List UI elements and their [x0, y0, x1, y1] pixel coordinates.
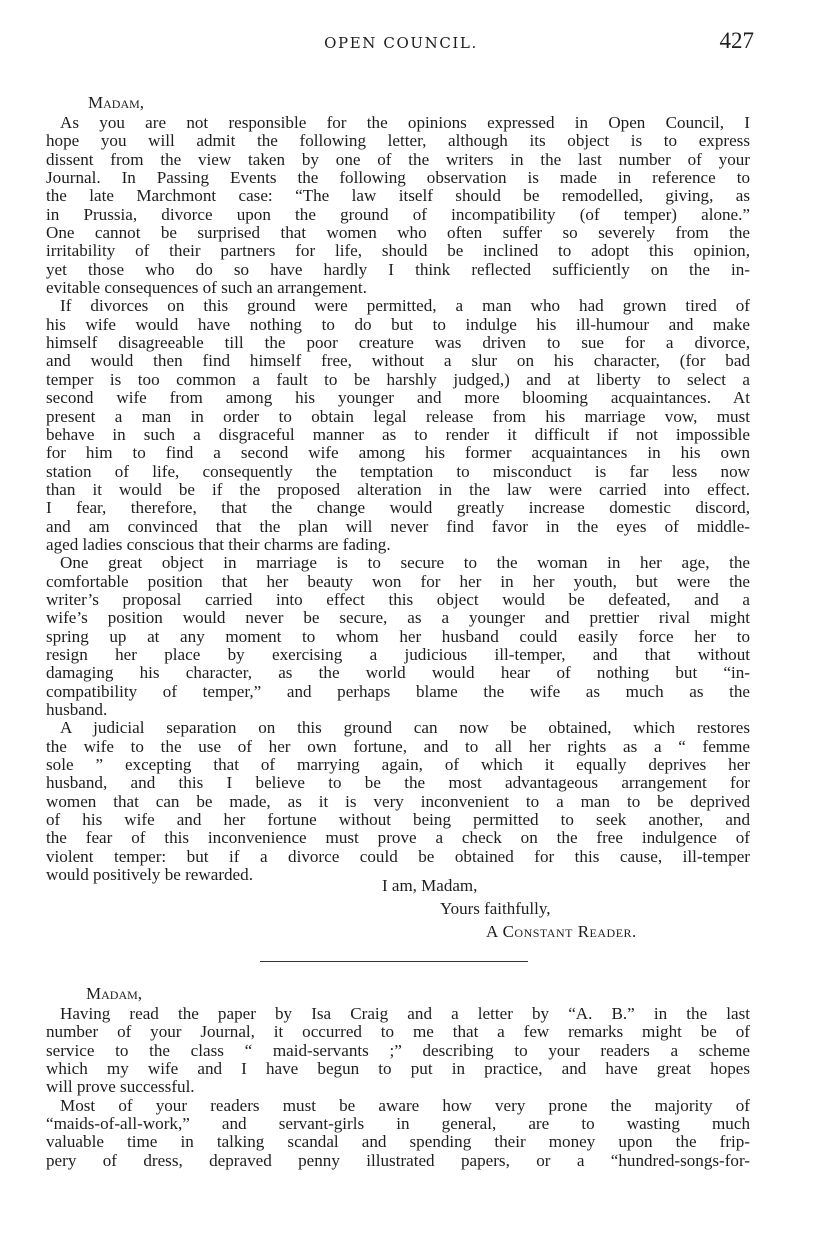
text-line: and am convinced that the plan will never find favor in the eyes of middle-: [46, 516, 750, 536]
text-line: compatibility of temper,” and perhaps blame the wife as much as the: [46, 681, 750, 701]
text-line: service to the class “ maid-servants ;” describing to your readers a scheme: [46, 1040, 750, 1060]
text-line: his wife would have nothing to do but to indulge his ill-humour and make: [46, 314, 750, 334]
page-header: [46, 28, 756, 58]
text-line: hope you will admit the following letter, although its object is to express: [46, 131, 750, 151]
text-line: husband.: [46, 700, 108, 719]
text-line: I fear, therefore, that the change would greatly increase domestic discord,: [46, 498, 750, 518]
text-line: If divorces on this ground were permitted, a man who had grown tired of: [60, 296, 750, 316]
text-line: for him to find a second wife among his former acquaintances in his own: [46, 443, 750, 463]
text-line: One cannot be surprised that women who often suffer so severely from the: [46, 223, 750, 243]
text-line: dissent from the view taken by one of the writers in the last number of your: [46, 149, 750, 169]
text-line: comfortable position that her beauty won for her in her youth, but were the: [46, 571, 750, 591]
text-line: number of your Journal, it occurred to me that a few remarks might be of: [46, 1022, 750, 1042]
text-line: will prove successful.: [46, 1077, 195, 1097]
text-line: violent temper: but if a divorce could be obtained for this cause, ill-temper: [46, 846, 750, 866]
letter-1-salutation: Madam,: [88, 93, 145, 112]
text-line: writer’s proposal carried into effect this object would be defeated, and a: [46, 589, 750, 609]
letter-1-signature: A Constant Reader.: [486, 922, 637, 941]
text-line: Journal. In Passing Events the following observation is made in reference to: [46, 168, 750, 188]
text-line: As you are not responsible for the opinions expressed in Open Council, I: [60, 113, 750, 132]
letter-1-closing: I am, Madam,: [382, 876, 478, 895]
letter-1-valediction: Yours faithfully,: [440, 899, 551, 918]
text-line: station of life, consequently the temptation to misconduct is far less now: [46, 461, 750, 481]
section-divider: [260, 961, 528, 962]
letter-2: [46, 983, 750, 1170]
text-line: valuable time in talking scandal and spending their money upon the frip-: [46, 1132, 750, 1152]
letter-2-salutation: Madam,: [86, 984, 143, 1003]
text-line: than it would be if the proposed alteration in the law were carried into effect.: [46, 479, 750, 499]
text-line: would positively be rewarded.: [46, 865, 253, 885]
text-line: the late Marchmont case: “The law itself should be remodelled, giving, as: [46, 186, 750, 206]
text-line: second wife from among his younger and more blooming acquaintances. At: [46, 388, 750, 408]
text-line: resign her place by exercising a judicious ill-temper, and that without: [46, 644, 750, 664]
text-line: of his wife and her fortune without being permitted to seek another, and: [46, 810, 750, 830]
text-line: the wife to the use of her own fortune, and to all her rights as a “ femme: [46, 736, 750, 756]
text-line: sole ” excepting that of marrying again, of which it equally deprives her: [46, 755, 750, 775]
text-line: “maids-of-all-work,” and servant-girls in general, are to wasting much: [46, 1114, 750, 1134]
text-line: women that can be made, as it is very inconvenient to a man to be deprived: [46, 791, 750, 811]
text-line: the fear of this inconvenience must prove a check on the free indulgence of: [46, 828, 750, 848]
text-line: and would then find himself free, without a slur on his character, (for bad: [46, 351, 750, 371]
text-line: temper is too common a fault to be harshly judged,) and at liberty to select a: [46, 369, 750, 389]
text-line: pery of dress, depraved penny illustrated papers, or a “hundred-songs-for-: [46, 1150, 750, 1170]
text-line: wife’s position would never be secure, as a younger and prettier rival might: [46, 608, 750, 628]
text-line: in Prussia, divorce upon the ground of incompatibility (of temper) alone.”: [46, 204, 750, 224]
text-line: which my wife and I have begun to put in practice, and have great hopes: [46, 1059, 750, 1079]
text-line: aged ladies conscious that their charms are fading.: [46, 534, 391, 554]
text-line: yet those who do so have hardly I think reflected sufficiently on the in-: [46, 259, 750, 279]
text-line: Having read the paper by Isa Craig and a letter by “A. B.” in the last: [60, 1004, 750, 1023]
letter-1-body: [46, 114, 750, 884]
text-line: damaging his character, as the world would hear of nothing but “in-: [46, 663, 750, 683]
text-line: husband, and this I believe to be the most advantageous arrangement for: [46, 773, 750, 793]
letter-2-body: [46, 1005, 750, 1170]
text-line: irritability of their partners for life, should be inclined to adopt this opinion,: [46, 241, 750, 261]
letter-1: [46, 92, 750, 884]
text-line: A judicial separation on this ground can now be obtained, which restores: [60, 718, 750, 738]
text-line: One great object in marriage is to secure to the woman in her age, the: [60, 553, 750, 573]
text-line: Most of your readers must be aware how very prone the majority of: [60, 1095, 750, 1115]
text-line: present a man in order to obtain legal release from his marriage vow, must: [46, 406, 750, 426]
running-title: OPEN COUNCIL.: [324, 34, 478, 52]
page-number: 427: [719, 28, 754, 53]
text-line: evitable consequences of such an arrangement.: [46, 278, 367, 298]
text-line: spring up at any moment to whom her husband could easily force her to: [46, 626, 750, 646]
text-line: himself disagreeable till the poor creature was driven to sue for a divorce,: [46, 333, 750, 353]
text-line: behave in such a disgraceful manner as to render it difficult if not impossible: [46, 424, 750, 444]
